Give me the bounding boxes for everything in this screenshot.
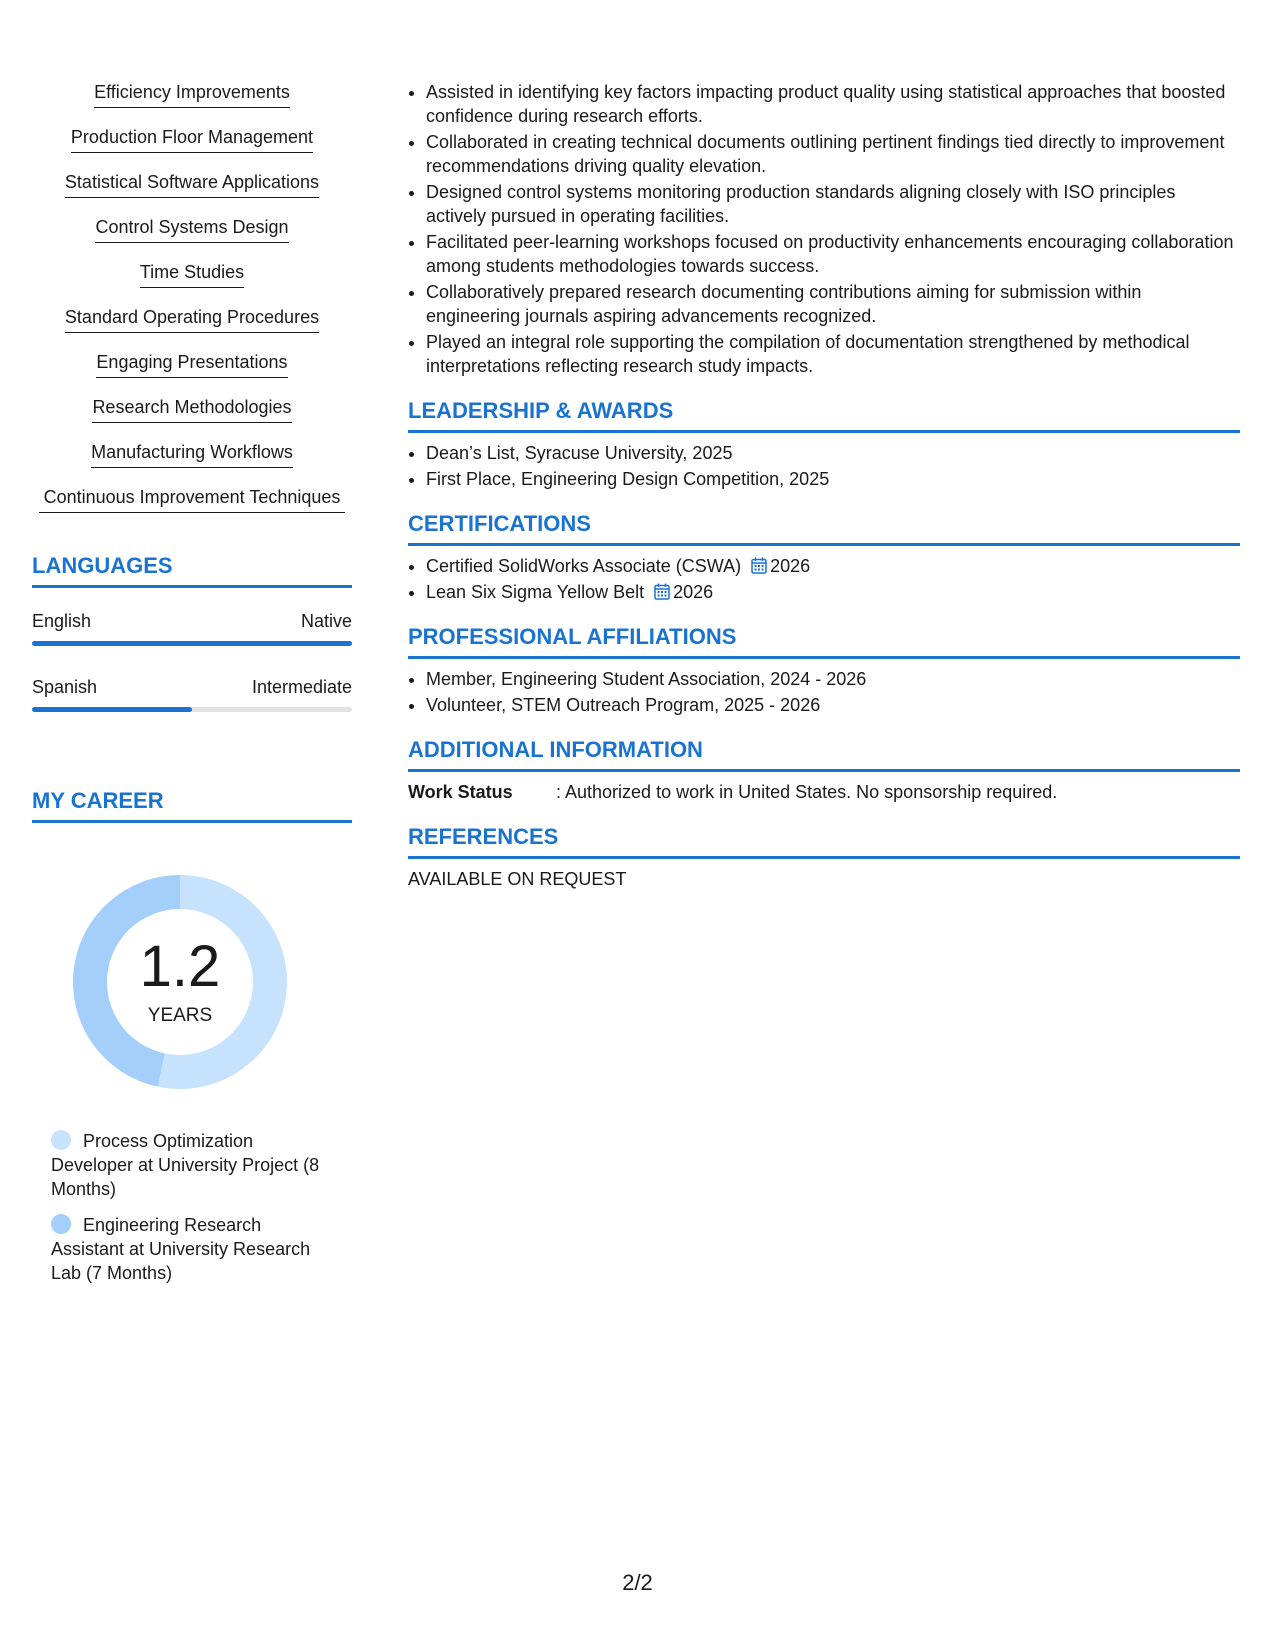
- skill-item: [32, 485, 352, 513]
- calendar-icon: [654, 583, 670, 600]
- skill-label: Control Systems Design: [95, 215, 288, 243]
- language-item: [32, 610, 352, 646]
- language-bar: [32, 707, 352, 712]
- references-section: [408, 824, 1240, 890]
- skill-label: Research Methodologies: [92, 395, 291, 423]
- career-heading: MY CAREER: [32, 788, 352, 823]
- language-name: English: [32, 611, 92, 631]
- languages-heading: LANGUAGES: [32, 553, 352, 588]
- work-status-value: : Authorized to work in United States. No sponsorship required.: [556, 782, 1058, 802]
- certification-name: Certified SolidWorks Associate (CSWA): [426, 556, 742, 576]
- affiliations-section: [408, 624, 1240, 717]
- experience-bullet: • Facilitated peer-learning workshops focused on productivity enhancements encouraging collaboration among students methodologies towards success.: [426, 230, 1240, 278]
- skill-label: Statistical Software Applications: [65, 170, 319, 198]
- skill-item: [32, 305, 352, 333]
- skill-label: Production Floor Management: [71, 125, 313, 153]
- experience-bullet: • Played an integral role supporting the compilation of documentation strengthened by methodical interpretations reflecting research study impacts.: [426, 330, 1240, 378]
- skill-label: Continuous Improvement Techniques: [39, 485, 345, 513]
- career-years-label: YEARS: [147, 1005, 213, 1026]
- legend-dot: [51, 1130, 71, 1150]
- page-number: 2/2: [622, 1570, 653, 1595]
- career-role-text: Process Optimization Developer at University Project (8 Months): [51, 1131, 320, 1199]
- skill-label: Efficiency Improvements: [94, 80, 290, 108]
- right-column: [408, 80, 1240, 890]
- experience-bullet: • Collaboratively prepared research documenting contributions aiming for submission within engineering journals aspiring advancements recognized.: [426, 280, 1240, 328]
- skill-item: [32, 215, 352, 243]
- experience-bullet: • Designed control systems monitoring production standards aligning closely with ISO principles actively pursued in operating facilities.: [426, 180, 1240, 228]
- skill-item: [32, 395, 352, 423]
- certification-item: [426, 580, 1240, 604]
- career-legend-item: [51, 1129, 331, 1201]
- skill-label: Manufacturing Workflows: [91, 440, 293, 468]
- references-text: AVAILABLE ON REQUEST: [408, 869, 627, 889]
- languages-section: [32, 553, 352, 712]
- calendar-icon: [751, 557, 767, 574]
- affiliations-list: [408, 667, 1240, 717]
- leadership-heading: LEADERSHIP & AWARDS: [408, 398, 1240, 433]
- skill-label: Time Studies: [140, 260, 244, 288]
- skill-item: [32, 350, 352, 378]
- legend-dot: [51, 1214, 71, 1234]
- work-status-row: [408, 780, 1240, 804]
- certification-year: 2026: [673, 582, 714, 602]
- certifications-heading: CERTIFICATIONS: [408, 511, 1240, 546]
- language-name: Spanish: [32, 677, 98, 697]
- skill-item: [32, 170, 352, 198]
- affiliations-heading: PROFESSIONAL AFFILIATIONS: [408, 624, 1240, 659]
- skill-label: Standard Operating Procedures: [65, 305, 319, 333]
- language-level: Intermediate: [251, 677, 352, 697]
- skill-item: [32, 80, 352, 108]
- skill-item: [32, 260, 352, 288]
- career-donut-chart: [67, 869, 293, 1095]
- career-years-value: 1.2: [139, 934, 221, 999]
- affiliation-item: • Member, Engineering Student Association, 2024 - 2026: [426, 667, 1240, 691]
- leadership-item: • Dean’s List, Syracuse University, 2025: [426, 441, 1240, 465]
- career-section: [32, 788, 352, 1285]
- career-legend-item: [51, 1213, 331, 1285]
- experience-bullet: • Assisted in identifying key factors impacting product quality using statistical approaches that boosted confidence during research efforts.: [426, 80, 1240, 128]
- certifications-list: [408, 554, 1240, 604]
- certification-year: 2026: [770, 556, 811, 576]
- leadership-item: • First Place, Engineering Design Competition, 2025: [426, 467, 1240, 491]
- references-heading: REFERENCES: [408, 824, 1240, 859]
- language-level: Native: [300, 611, 352, 631]
- language-bar-fill: [32, 641, 352, 646]
- skills-list: [32, 80, 352, 513]
- additional-info-heading: ADDITIONAL INFORMATION: [408, 737, 1240, 772]
- experience-bullet: • Collaborated in creating technical documents outlining pertinent findings tied directly to improvement recommendations driving quality elevation.: [426, 130, 1240, 178]
- certifications-section: [408, 511, 1240, 604]
- affiliation-item: • Volunteer, STEM Outreach Program, 2025 - 2026: [426, 693, 1240, 717]
- language-bar: [32, 641, 352, 646]
- certification-name: Lean Six Sigma Yellow Belt: [426, 582, 645, 602]
- leadership-list: [408, 441, 1240, 491]
- leadership-section: [408, 398, 1240, 491]
- language-bar-fill: [32, 707, 192, 712]
- career-role-text: Engineering Research Assistant at University Research Lab (7 Months): [51, 1215, 311, 1283]
- certification-item: [426, 554, 1240, 578]
- skill-item: [32, 125, 352, 153]
- additional-info-section: [408, 737, 1240, 804]
- work-status-label: Work Status: [408, 782, 513, 802]
- language-item: [32, 676, 352, 712]
- skill-label: Engaging Presentations: [96, 350, 287, 378]
- skill-item: [32, 440, 352, 468]
- left-column: [32, 80, 352, 1297]
- experience-bullets: [408, 80, 1240, 378]
- career-legend: [32, 1129, 331, 1285]
